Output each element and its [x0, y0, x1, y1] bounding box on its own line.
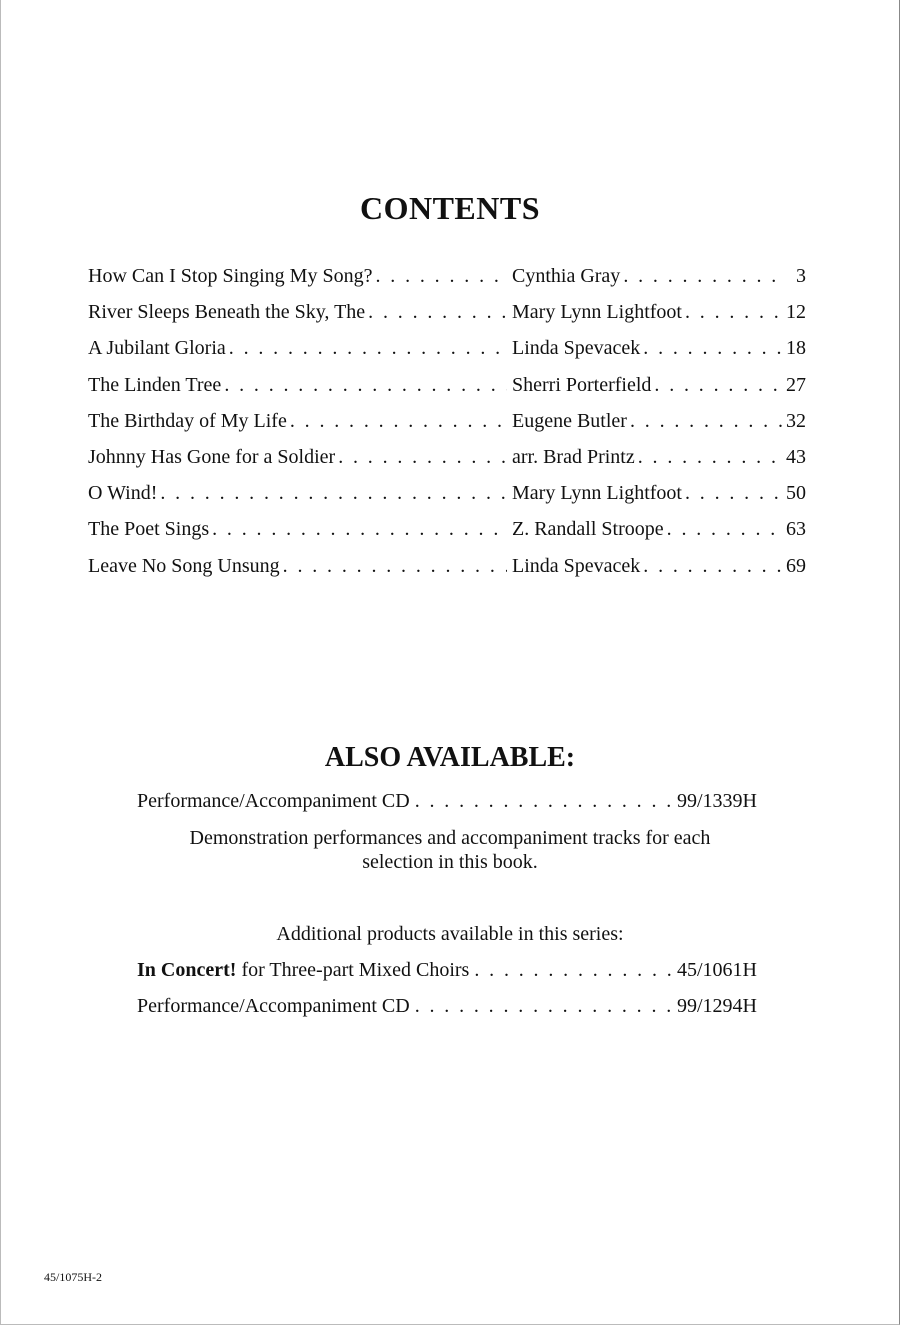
leader-dots — [623, 260, 783, 292]
product-label: Performance/Accompaniment CD — [137, 790, 410, 812]
footer-catalog-code: 45/1075H-2 — [44, 1270, 102, 1284]
leader-dots — [630, 405, 783, 437]
leader-dots — [667, 513, 783, 545]
song-title: Johnny Has Gone for a Soldier — [88, 445, 336, 468]
page-number: 32 — [786, 409, 806, 432]
toc-row — [88, 441, 806, 477]
song-title: The Poet Sings — [88, 518, 210, 541]
leader-dots — [685, 477, 783, 509]
series-note: Additional products available in this series: — [276, 923, 624, 945]
song-title: How Can I Stop Singing My Song? — [88, 265, 373, 287]
product-label: Performance/Accompaniment CD — [137, 995, 410, 1017]
page-number: 43 — [786, 445, 806, 468]
leader-dots — [638, 441, 783, 473]
toc-row — [88, 513, 806, 549]
song-title: The Birthday of My Life — [88, 409, 287, 432]
song-title: The Linden Tree — [88, 373, 222, 396]
composer: Cynthia Gray — [512, 265, 621, 287]
cd-description-line-1: Demonstration performances and accompaniment tracks for each — [189, 827, 711, 849]
leader-dots — [415, 993, 672, 1019]
page-number: 12 — [786, 301, 806, 324]
leader-dots — [212, 513, 507, 545]
leader-dots — [685, 296, 783, 328]
composer: Eugene Butler — [512, 409, 627, 432]
series-book-subtitle: for Three-part Mixed Choirs — [236, 959, 470, 981]
composer: Mary Lynn Lightfoot — [512, 482, 682, 505]
song-title: Leave No Song Unsung — [88, 554, 280, 577]
table-of-contents — [88, 260, 806, 586]
page-number: 3 — [796, 265, 806, 287]
page-number: 18 — [786, 337, 806, 360]
leader-dots — [474, 957, 672, 983]
toc-row — [88, 477, 806, 513]
composer: Z. Randall Stroope — [512, 518, 664, 541]
leader-dots — [375, 260, 507, 292]
page-number: 63 — [786, 518, 806, 541]
song-title: River Sleeps Beneath the Sky, The — [88, 301, 366, 324]
series-book-title: In Concert! — [137, 959, 237, 981]
song-title: O Wind! — [88, 482, 158, 505]
leader-dots — [224, 369, 507, 401]
leader-dots — [160, 477, 507, 509]
song-title: A Jubilant Gloria — [88, 337, 226, 360]
product-code: 45/1061H — [677, 959, 757, 981]
leader-dots — [368, 296, 507, 328]
toc-row — [88, 405, 806, 441]
page-number: 50 — [786, 482, 806, 505]
page-number: 69 — [786, 554, 806, 577]
product-row-series-cd — [137, 993, 757, 1019]
composer: Mary Lynn Lightfoot — [512, 301, 682, 324]
toc-row — [88, 550, 806, 586]
leader-dots — [283, 550, 507, 582]
product-label — [137, 957, 469, 983]
page-number: 27 — [786, 373, 806, 396]
product-row-cd — [137, 788, 757, 814]
toc-row — [88, 369, 806, 405]
cd-description-line-2: selection in this book. — [362, 851, 538, 873]
leader-dots — [654, 369, 783, 401]
product-row-series-book — [137, 957, 757, 983]
toc-row — [88, 260, 806, 296]
leader-dots — [415, 788, 672, 814]
leader-dots — [643, 550, 783, 582]
product-code: 99/1294H — [677, 995, 757, 1017]
leader-dots — [643, 332, 783, 364]
composer: Sherri Porterfield — [512, 373, 652, 396]
also-available-heading: ALSO AVAILABLE: — [324, 742, 576, 773]
toc-row — [88, 332, 806, 368]
toc-row — [88, 296, 806, 332]
composer: arr. Brad Printz — [512, 445, 635, 468]
contents-heading: CONTENTS — [359, 190, 541, 226]
leader-dots — [290, 405, 507, 437]
composer: Linda Spevacek — [512, 337, 641, 360]
composer: Linda Spevacek — [512, 554, 641, 577]
leader-dots — [338, 441, 507, 473]
product-code: 99/1339H — [677, 790, 757, 812]
leader-dots — [229, 332, 507, 364]
